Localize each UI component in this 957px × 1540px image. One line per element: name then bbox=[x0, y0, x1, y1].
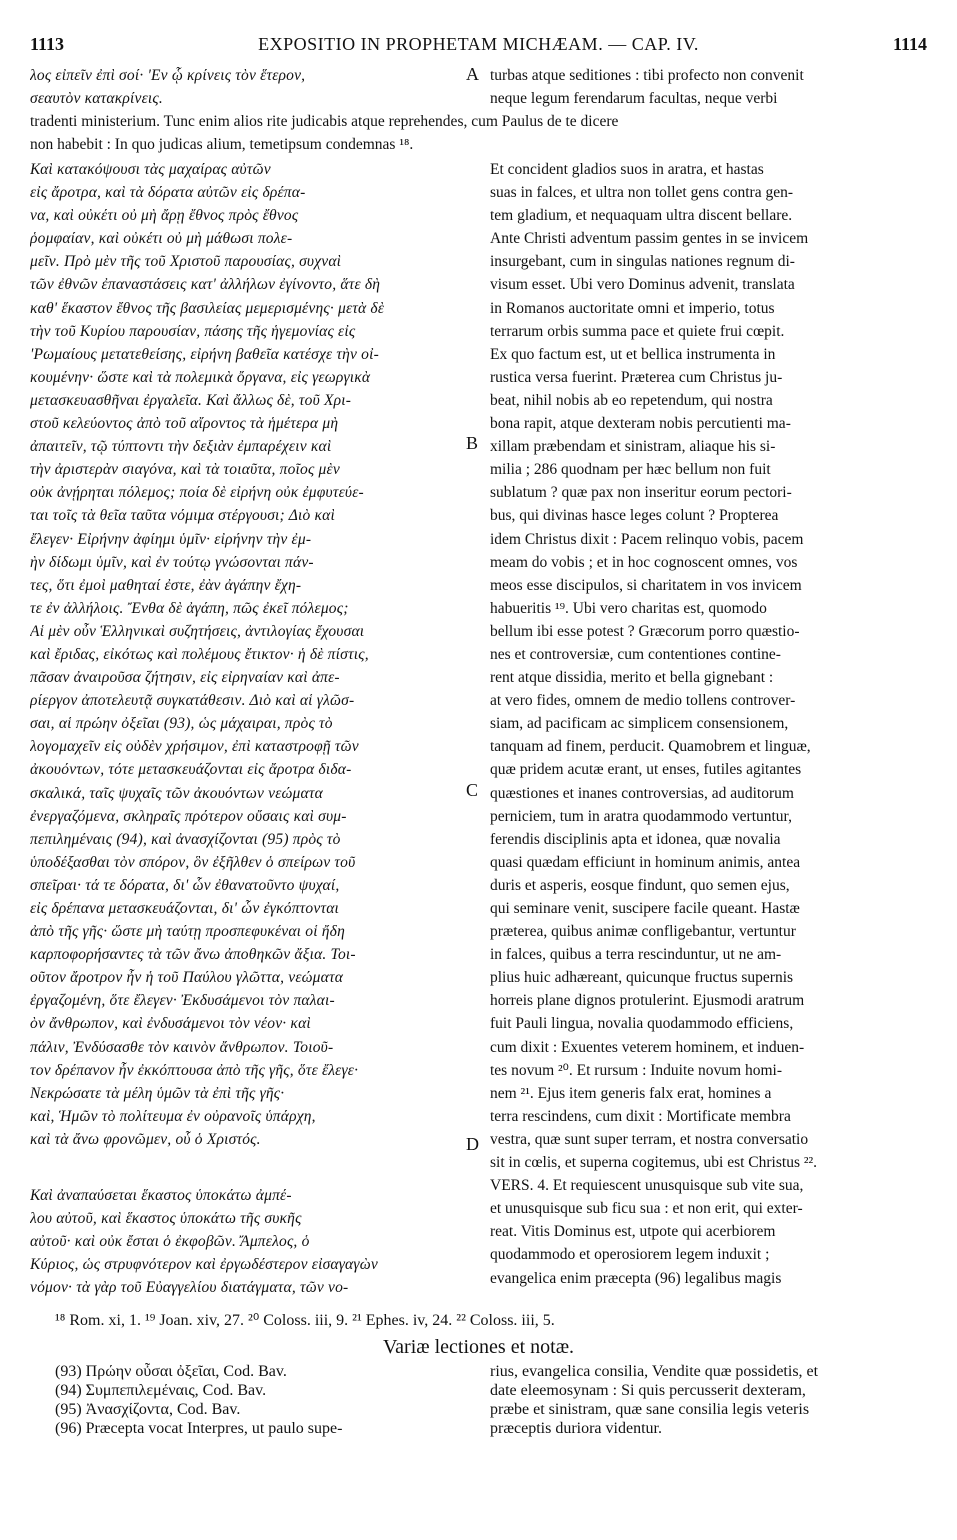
greek-line: ῥομφαίαν, καὶ οὐκέτι οὐ μὴ μάθωσι πολε- bbox=[30, 230, 293, 248]
greek-line: κουμένην· ὥστε καὶ τὰ πολεμικὰ ὄργανα, εἰς γεωργικὰ bbox=[30, 368, 371, 386]
variant-note: (94) Συμπεπιλεμέναις, Cod. Bav. bbox=[55, 1382, 267, 1399]
running-header bbox=[30, 34, 927, 56]
latin-line: perniciem, tum in aratra quodammodo vertuntur, bbox=[490, 807, 792, 825]
latin-line: fuit Pauli lingua, novalia quodammodo efficiens, bbox=[490, 1015, 794, 1033]
intro-full-line: tradenti ministerium. Tunc enim alios rite judicabis atque reprehendes, cum Paulus de te dicere bbox=[30, 113, 619, 130]
greek-line: σπεῖραι· τά τε δόρατα, δι' ὧν ἐθανατοῦντο ψυχαί, bbox=[30, 876, 340, 894]
greek-line: ἐνεργαζόμενα, σκληραῖς πρότερον οὔσαις καὶ συμ- bbox=[30, 807, 347, 825]
greek-line: τὴν ἀριστερὰν σιαγόνα, καὶ τὰ τοιαῦτα, ποῖος μὲν bbox=[30, 461, 340, 479]
latin-line: xillam præbendam et sinistram, aliaque his si- bbox=[490, 438, 776, 456]
greek-line: τε ἐν ἀλλήλοις. Ἔνθα δὲ ἀγάπη, πῶς ἐκεῖ πόλεμος; bbox=[30, 599, 349, 617]
variant-note: rius, evangelica consilia, Vendite quæ possidetis, et bbox=[490, 1363, 819, 1380]
greek-line: τον δρέπανον ἦν ἐκκόπτουσα ἀπὸ τῆς γῆς, ὅτε ἔλεγε· bbox=[30, 1061, 359, 1079]
greek-line: οῦτον ἄροτρον ἦν ἡ τοῦ Παύλου γλῶττα, νεώματα bbox=[30, 969, 344, 987]
latin-line: quodammodo et operosiorem legem induxit ; bbox=[490, 1246, 770, 1264]
latin-line: Et concident gladios suos in aratra, et hastas bbox=[490, 161, 764, 178]
greek-line: αὐτοῦ· καὶ οὐκ ἔσται ὁ ἐκφοβῶν. Ἄμπελος, ὁ bbox=[30, 1233, 310, 1251]
page-number-right: 1114 bbox=[892, 34, 927, 54]
latin-line: duris et asperis, eosque findunt, quo semen ejus, bbox=[490, 876, 790, 894]
latin-line: sit in cœlis, et superna cogitemus, ubi est Christus ²². bbox=[490, 1154, 818, 1172]
latin-line: meos esse discipulos, si charitatem in vos invicem bbox=[490, 576, 802, 594]
latin-line: visum esset. Ubi vero Dominus advenit, translata bbox=[490, 276, 795, 294]
latin-line: suas in falces, et ultra non tollet gens contra gen- bbox=[490, 184, 794, 202]
latin-line: reat. Vitis Dominus est, utpote qui acerbiorem bbox=[490, 1223, 776, 1241]
greek-line: Καὶ κατακόψουσι τὰς μαχαίρας αὐτῶν bbox=[30, 161, 271, 178]
latin-line: in Romanos auctoritate omni et imperio, totus bbox=[490, 299, 775, 317]
greek-line: οὐκ ἀνῄρηται πόλεμος; ποία δὲ εἰρήνη οὐκ ἐμφυτεύε- bbox=[30, 484, 364, 502]
margin-letter-a: A bbox=[466, 64, 479, 84]
latin-line: habueritis ¹⁹. Ubi vero charitas est, quomodo bbox=[490, 599, 767, 617]
intro-latin bbox=[490, 64, 930, 110]
greek-line: εἰς δρέπανα μετασκευάζονται, δι' ὧν ἐγκόπτονται bbox=[30, 900, 340, 917]
greek-line: καὶ, Ἡμῶν τὸ πολίτευμα ἐν οὐρανοῖς ὑπάρχη, bbox=[30, 1107, 316, 1125]
variant-note: (96) Præcepta vocat Interpres, ut paulo supe- bbox=[55, 1420, 343, 1437]
greek-line: 'Ρωμαίους μετατεθείσης, εἰρήνη βαθεῖα κατέσχε τὴν οἰ- bbox=[30, 345, 379, 363]
greek-line: ἀκουόντων, τότε μετασκευάζονται εἰς ἄροτρα διδα- bbox=[30, 761, 352, 779]
greek-line: Καὶ ἀναπαύσεται ἕκαστος ὑποκάτω ἀμπέ- bbox=[30, 1187, 292, 1204]
greek-line: πεπιλημέναις (94), καὶ ἀνασχίζονται (95) πρὸς τὸ bbox=[30, 830, 341, 848]
variant-note: (95) Ἀνασχίζοντα, Cod. Bav. bbox=[55, 1401, 241, 1418]
page-number-left: 1113 bbox=[30, 34, 65, 54]
intro-greek-line: σεαυτὸν κατακρίνεις. bbox=[30, 90, 163, 108]
greek-line: λου αὐτοῦ, καὶ ἕκαστος ὑποκάτω τῆς συκῆς bbox=[30, 1210, 302, 1228]
intro-greek bbox=[30, 64, 470, 110]
intro-latin-line: turbas atque seditiones : tibi profecto non convenit bbox=[490, 67, 804, 84]
greek-line: ἔλεγεν· Εἰρήνην ἀφίημι ὑμῖν· εἰρήνην τὴν ἐμ- bbox=[30, 530, 312, 548]
latin-line: cum dixit : Exuentes veterem hominem, et induen- bbox=[490, 1038, 805, 1056]
intro-greek-line: λος εἰπεῖν ἐπὶ σοί· 'Εν ᾧ κρίνεις τὸν ἕτερον, bbox=[30, 67, 306, 84]
greek-line: σκαλικά, ταῖς ψυχαῖς τῶν ἀκουόντων νεώματα bbox=[30, 784, 323, 802]
latin-line: tanquam ad finem, perducit. Quamobrem et linguæ, bbox=[490, 738, 811, 756]
latin-line: rent atque dissidia, merito et bella gignebant : bbox=[490, 669, 774, 687]
latin-line: nes et controversiæ, cum contentiones contine- bbox=[490, 645, 781, 663]
footnotes: ¹⁸ Rom. xi, 1. ¹⁹ Joan. xiv, 27. ²⁰ Coloss. iii, 9. ²¹ Ephes. iv, 24. ²² Coloss. iii, 5. bbox=[55, 1312, 555, 1329]
margin-letter-c: C bbox=[466, 780, 479, 800]
latin-line: Ex quo factum est, ut et bellica instrumenta in bbox=[490, 345, 776, 363]
greek-line: μεῖν. Πρὸ μὲν τῆς τοῦ Χριστοῦ παρουσίας, συχναὶ bbox=[30, 253, 342, 271]
intro-full bbox=[30, 110, 930, 156]
greek-line: Κύριος, ὡς στρυφνότερον καὶ ἐργωδέστερον εἰσαγαγὼν bbox=[30, 1256, 378, 1274]
latin-line: terra rescindens, cum dixit : Mortificate membra bbox=[490, 1107, 791, 1125]
latin-line: insurgebant, cum in singulas nationes regnum di- bbox=[490, 253, 795, 271]
variant-note: (93) Πρώην οὖσαι ὀξεῖαι, Cod. Bav. bbox=[55, 1363, 287, 1380]
intro-latin-line: neque legum ferendarum facultas, neque verbi bbox=[490, 90, 778, 108]
latin-line: qui seminare venit, suscipere facile queant. Hastæ bbox=[490, 900, 800, 917]
variant-note: præbe et sinistram, quæ sane consilia legis veteris bbox=[490, 1401, 810, 1418]
latin-line: in falces, quibus a terra rescinduntur, ut ne am- bbox=[490, 946, 782, 964]
latin-line: VERS. 4. Et requiescent unusquisque sub vite sua, bbox=[490, 1177, 804, 1195]
greek-line: ὑποδέξασθαι τὸν σπόρον, ὃν ἐξῆλθεν ὁ σπείρων τοῦ bbox=[30, 853, 356, 871]
greek-line: ρίεργον ἀποτελευτᾷ συγκατάθεσιν. Διὸ καὶ αἱ γλῶσ- bbox=[30, 692, 355, 710]
greek-line: καὶ τὰ ἄνω φρονῶμεν, οὗ ὁ Χριστός. bbox=[30, 1130, 261, 1148]
latin-line: tem gladium, et nequaquam ultra discent bellare. bbox=[490, 207, 793, 225]
greek-line: πᾶσαν ἀναιροῦσα ζήτησιν, εἰς εἰρηναίαν καὶ ἀπε- bbox=[30, 669, 340, 687]
greek-line: Αἱ μὲν οὖν Ἑλληνικαὶ συζητήσεις, ἀντιλογίας ἔχουσαι bbox=[30, 622, 365, 640]
greek-line: καὶ ἔριδας, εἰκότως καὶ πολέμους ἔτικτον· ἡ δὲ πίστις, bbox=[30, 645, 369, 663]
latin-line: præterea, quibus animæ confligebantur, vertuntur bbox=[490, 923, 796, 941]
variae-right bbox=[490, 1362, 930, 1438]
latin-line: terrarum orbis summa pace et quiete frui cœpit. bbox=[490, 322, 785, 340]
variae-left bbox=[55, 1362, 475, 1438]
latin-line: tes novum ²⁰. Et rursum : Induite novum homi- bbox=[490, 1061, 782, 1079]
latin-line: siam, ad pacificam ac simplicem consensionem, bbox=[490, 715, 789, 733]
greek-line: τῶν ἐθνῶν ἐπαναστάσεις κατ' ἀλλήλων ἐγίνοντο, ἅτε δὴ bbox=[30, 276, 381, 294]
greek-line: σαι, αἱ πρώην ὀξεῖαι (93), ὡς μάχαιραι, πρὸς τὸ bbox=[30, 715, 333, 733]
variant-note: date eleemosynam : Si quis percusserit dexteram, bbox=[490, 1382, 806, 1399]
latin-line: quæ pridem acutæ erant, ut enses, futiles agitantes bbox=[490, 761, 802, 779]
greek-line: καθ' ἕκαστον ἔθνος τῆς βασιλείας μεμερισμένης· μετὰ δὲ bbox=[30, 299, 385, 317]
latin-line: meam do vobis ; et in hoc cognoscent omnes, vos bbox=[490, 553, 798, 571]
margin-letter-b: B bbox=[466, 433, 479, 453]
greek-line: ὸν ἄνθρωπον, καὶ ἐνδυσάμενοι τὸν νέον· καὶ bbox=[30, 1015, 311, 1033]
margin-letter-d: D bbox=[466, 1134, 479, 1154]
latin-line: horreis plane dignos protulerint. Ejusmodi aratrum bbox=[490, 992, 805, 1010]
greek-line: πάλιν, Ἐνδύσασθε τὸν καινὸν ἄνθρωπον. Τοιοῦ- bbox=[30, 1038, 334, 1056]
greek-line: στοῦ κελεύοντος ἀπὸ τοῦ αἴροντος τὰ ἡμέτερα μὴ bbox=[30, 415, 339, 433]
intro-full-line: non habebit : In quo judicas alium, temetipsum condemnas ¹⁸. bbox=[30, 136, 414, 154]
greek-line: καρποφορήσαντες τὰ τῶν ἄνω ἀποθηκῶν ἄξια. Τοι- bbox=[30, 946, 356, 964]
greek-line: ὴν δίδωμι ὑμῖν, καὶ ἐν τούτῳ γνώσονται πάν- bbox=[30, 553, 314, 571]
greek-column-continued bbox=[30, 1184, 462, 1299]
greek-line: λογομαχεῖν εἰς οὐδὲν χρήσιμον, ἐπὶ καταστροφῇ τῶν bbox=[30, 738, 359, 756]
latin-line: plius huic adhæreant, quicunque fructus supernis bbox=[490, 969, 794, 987]
latin-line: bona rapit, atque dexteram nobis percutienti ma- bbox=[490, 415, 791, 433]
greek-line: τες, ὅτι ἐμοὶ μαθηταί ἐστε, ἐὰν ἀγάπην ἔχη- bbox=[30, 576, 302, 594]
latin-line: beat, nihil nobis ab eo repetendum, qui nostra bbox=[490, 391, 773, 409]
latin-column bbox=[490, 158, 930, 1290]
latin-line: quasi quædam efficiunt in hominum animis, antea bbox=[490, 853, 801, 871]
latin-line: bellum ibi esse potest ? Græcorum porro quæstio- bbox=[490, 622, 800, 640]
latin-line: idem Christus dixit : Pacem relinquo vobis, pacem bbox=[490, 530, 804, 548]
greek-line: ἐργαζομένη, ὅτε ἔλεγεν· Ἐκδυσάμενοι τὸν παλαι- bbox=[30, 992, 335, 1010]
variant-note: præceptis duriora videntur. bbox=[490, 1420, 662, 1437]
latin-line: at vero fides, omnem de medio tollens controver- bbox=[490, 692, 796, 710]
latin-line: ferendis disciplinis apta et idonea, quæ novalia bbox=[490, 830, 781, 848]
greek-line: τὴν τοῦ Κυρίου παρουσίαν, πάσης τῆς ἡγεμονίας εἰς bbox=[30, 322, 356, 340]
greek-line: Νεκρώσατε τὰ μέλη ὑμῶν τὰ ἐπὶ τῆς γῆς· bbox=[30, 1084, 285, 1102]
greek-line: να, καὶ οὐκέτι οὐ μὴ ἄρῃ ἔθνος πρὸς ἔθνος bbox=[30, 207, 299, 225]
latin-line: Ante Christi adventum passim gentes in se invicem bbox=[490, 230, 809, 248]
greek-line: ἀπὸ τῆς γῆς· ὥστε μὴ ταύτῃ προσπεφυκέναι οἱ ἤδη bbox=[30, 923, 345, 941]
latin-line: et unusquisque sub ficu sua : et non erit, qui exter- bbox=[490, 1200, 803, 1218]
latin-line: bus, qui divinas hasce leges colunt ? Propterea bbox=[490, 507, 779, 525]
greek-column bbox=[30, 158, 462, 1151]
latin-line: quæstiones et inanes controversias, ad auditorum bbox=[490, 784, 794, 802]
running-title: EXPOSITIO IN PROPHETAM MICHÆAM. — CAP. IV. bbox=[258, 34, 699, 54]
latin-line: milia ; 286 quodnam per hæc bellum non fuit bbox=[490, 461, 771, 479]
greek-line: νόμον· τὰ γὰρ τοῦ Εὐαγγελίου διατάγματα, τῶν νο- bbox=[30, 1279, 349, 1297]
latin-line: rustica versa fuerint. Præterea cum Christus ju- bbox=[490, 368, 783, 386]
greek-line: ἀπαιτεῖν, τῷ τύπτοντι τὴν δεξιὰν ἐμπαρέχειν καὶ bbox=[30, 438, 332, 456]
variae-title: Variæ lectiones et notæ. bbox=[382, 1336, 575, 1358]
greek-line: ται τοῖς τὰ θεῖα ταῦτα νόμιμα στέργουσι; Διὸ καὶ bbox=[30, 507, 336, 525]
greek-line: εἰς ἄροτρα, καὶ τὰ δόρατα αὐτῶν εἰς δρέπα- bbox=[30, 184, 306, 202]
greek-line: μετασκευασθῆναι ἐργαλεῖα. Καὶ ἄλλως δὲ, τοῦ Χρι- bbox=[30, 391, 352, 409]
latin-line: nem ²¹. Ejus item generis falx erat, homines a bbox=[490, 1084, 772, 1102]
latin-line: evangelica enim præcepta (96) legalibus magis bbox=[490, 1269, 782, 1287]
latin-line: vestra, quæ sunt super terram, et nostra conversatio bbox=[490, 1130, 809, 1148]
latin-line: sublatum ? quæ pax non inseritur eorum pectori- bbox=[490, 484, 792, 502]
